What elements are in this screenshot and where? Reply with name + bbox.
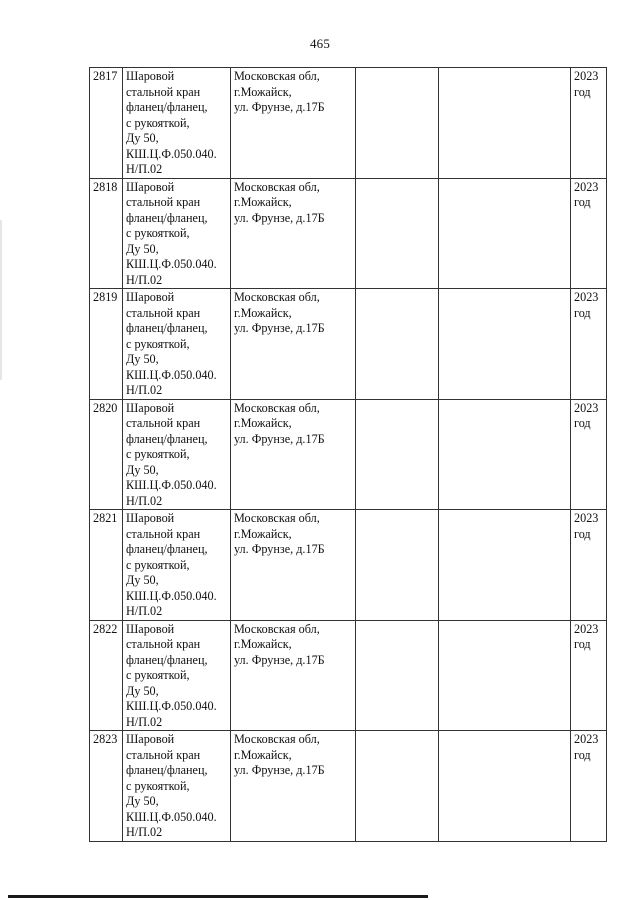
year-cell: 2023 год xyxy=(571,620,607,731)
empty-cell xyxy=(439,289,571,400)
year-cell: 2023 год xyxy=(571,399,607,510)
row-number-cell: 2821 xyxy=(90,510,123,621)
address-cell: Московская обл, г.Можайск, ул. Фрунзе, д.17Б xyxy=(231,620,356,731)
row-number-cell: 2823 xyxy=(90,731,123,842)
address-cell: Московская обл, г.Можайск, ул. Фрунзе, д.17Б xyxy=(231,68,356,179)
page-number: 465 xyxy=(309,36,331,51)
row-number-cell: 2822 xyxy=(90,620,123,731)
empty-cell xyxy=(356,731,439,842)
table-body xyxy=(90,68,607,842)
empty-cell xyxy=(356,510,439,621)
scan-bottom-line xyxy=(8,895,428,898)
row-number-cell: 2819 xyxy=(90,289,123,400)
item-name-cell: Шаровой стальной кран фланец/фланец, с рукояткой, Ду 50, КШ.Ц.Ф.050.040. Н/П.02 xyxy=(123,620,231,731)
table-row xyxy=(90,510,607,621)
empty-cell xyxy=(439,399,571,510)
address-cell: Московская обл, г.Можайск, ул. Фрунзе, д.17Б xyxy=(231,510,356,621)
table-row xyxy=(90,68,607,179)
empty-cell xyxy=(356,68,439,179)
empty-cell xyxy=(439,731,571,842)
year-cell: 2023 год xyxy=(571,510,607,621)
scan-edge-shadow xyxy=(0,220,2,380)
item-name-cell: Шаровой стальной кран фланец/фланец, с рукояткой, Ду 50, КШ.Ц.Ф.050.040. Н/П.02 xyxy=(123,289,231,400)
year-cell: 2023 год xyxy=(571,178,607,289)
row-number-cell: 2818 xyxy=(90,178,123,289)
item-name-cell: Шаровой стальной кран фланец/фланец, с рукояткой, Ду 50, КШ.Ц.Ф.050.040. Н/П.02 xyxy=(123,731,231,842)
row-number-cell: 2820 xyxy=(90,399,123,510)
address-cell: Московская обл, г.Можайск, ул. Фрунзе, д.17Б xyxy=(231,178,356,289)
table-row xyxy=(90,178,607,289)
empty-cell xyxy=(356,178,439,289)
table-row xyxy=(90,289,607,400)
empty-cell xyxy=(356,289,439,400)
table-row xyxy=(90,731,607,842)
item-name-cell: Шаровой стальной кран фланец/фланец, с рукояткой, Ду 50, КШ.Ц.Ф.050.040. Н/П.02 xyxy=(123,68,231,179)
empty-cell xyxy=(439,178,571,289)
item-name-cell: Шаровой стальной кран фланец/фланец, с рукояткой, Ду 50, КШ.Ц.Ф.050.040. Н/П.02 xyxy=(123,178,231,289)
table-row xyxy=(90,399,607,510)
item-name-cell: Шаровой стальной кран фланец/фланец, с рукояткой, Ду 50, КШ.Ц.Ф.050.040. Н/П.02 xyxy=(123,510,231,621)
empty-cell xyxy=(356,399,439,510)
address-cell: Московская обл, г.Можайск, ул. Фрунзе, д.17Б xyxy=(231,731,356,842)
year-cell: 2023 год xyxy=(571,289,607,400)
inventory-table xyxy=(89,67,607,842)
address-cell: Московская обл, г.Можайск, ул. Фрунзе, д.17Б xyxy=(231,399,356,510)
address-cell: Московская обл, г.Можайск, ул. Фрунзе, д.17Б xyxy=(231,289,356,400)
item-name-cell: Шаровой стальной кран фланец/фланец, с рукояткой, Ду 50, КШ.Ц.Ф.050.040. Н/П.02 xyxy=(123,399,231,510)
table-row xyxy=(90,620,607,731)
empty-cell xyxy=(439,620,571,731)
row-number-cell: 2817 xyxy=(90,68,123,179)
year-cell: 2023 год xyxy=(571,68,607,179)
year-cell: 2023 год xyxy=(571,731,607,842)
empty-cell xyxy=(356,620,439,731)
empty-cell xyxy=(439,68,571,179)
empty-cell xyxy=(439,510,571,621)
